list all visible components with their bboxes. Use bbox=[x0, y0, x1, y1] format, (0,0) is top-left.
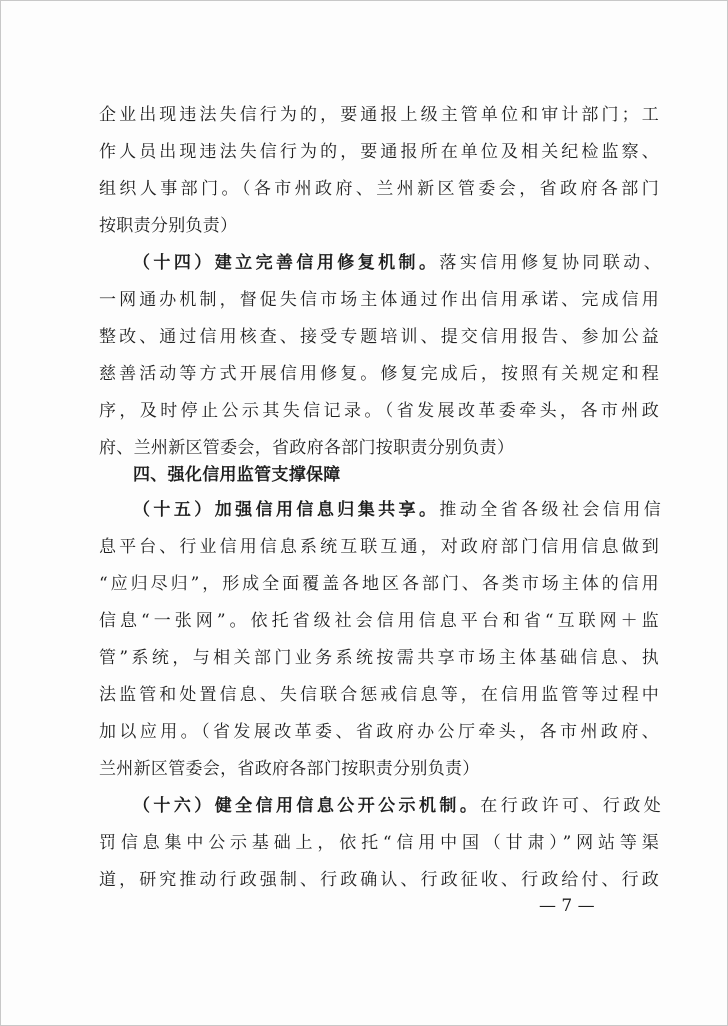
text-line: 罚信息集中公示基础上，依托“信用中国（甘肃）”网站等渠 bbox=[99, 833, 659, 853]
text-line: 序，及时停止公示其失信记录。（省发展改革委牵头，各市州政 bbox=[99, 401, 659, 421]
text-line: 慈善活动等方式开展信用修复。修复完成后，按照有关规定和程 bbox=[99, 364, 659, 384]
text-line: 道，研究推动行政强制、行政确认、行政征收、行政给付、行政 bbox=[99, 870, 659, 890]
paragraph-heading: （十六）健全信用信息公开公示机制。 bbox=[133, 796, 481, 816]
text-line: 整改、通过信用核查、接受专题培训、提交信用报告、参加公益 bbox=[99, 327, 659, 347]
page-number: — 7 — bbox=[539, 896, 595, 916]
paragraph-heading: （十四）建立完善信用修复机制。 bbox=[133, 253, 440, 273]
text-line: 府、兰州新区管委会，省政府各部门按职责分别负责） bbox=[99, 438, 515, 458]
paragraph-heading: （十五）加强信用信息归集共享。 bbox=[133, 500, 440, 520]
text-line bbox=[133, 245, 661, 281]
text-line: 法监管和处置信息、失信联合惩戒信息等，在信用监管等过程中 bbox=[99, 685, 659, 705]
text-run: 在行政许可、行政处 bbox=[480, 796, 662, 816]
text-line: 作人员出现违法失信行为的，要通报所在单位及相关纪检监察、 bbox=[99, 142, 659, 162]
text-line: 一网通办机制，督促失信市场主体通过作出信用承诺、完成信用 bbox=[99, 290, 659, 310]
text-line: “应归尽归”，形成全面覆盖各地区各部门、各类市场主体的信用 bbox=[99, 574, 659, 594]
text-run: 落实信用修复协同联动、 bbox=[439, 253, 661, 273]
text-line: 信息“一张网”。依托省级社会信用信息平台和省“互联网＋监 bbox=[99, 611, 659, 631]
text-line: 组织人事部门。（各市州政府、兰州新区管委会，省政府各部门 bbox=[99, 179, 659, 199]
text-line bbox=[133, 492, 661, 528]
text-line: 按职责分别负责） bbox=[99, 216, 238, 236]
text-line: 管”系统，与相关部门业务系统按需共享市场主体基础信息、执 bbox=[99, 648, 659, 668]
text-line: 兰州新区管委会，省政府各部门按职责分别负责） bbox=[99, 759, 480, 779]
text-run: 推动全省各级社会信用信 bbox=[439, 500, 661, 520]
section-title: 四、强化信用监管支撑保障 bbox=[133, 465, 341, 485]
text-line: 企业出现违法失信行为的，要通报上级主管单位和审计部门；工 bbox=[99, 105, 659, 125]
text-line: 息平台、行业信用信息系统互联互通，对政府部门信用信息做到 bbox=[99, 537, 659, 557]
text-line bbox=[133, 788, 661, 824]
text-line: 加以应用。（省发展改革委、省政府办公厅牵头，各市州政府、 bbox=[99, 722, 659, 742]
